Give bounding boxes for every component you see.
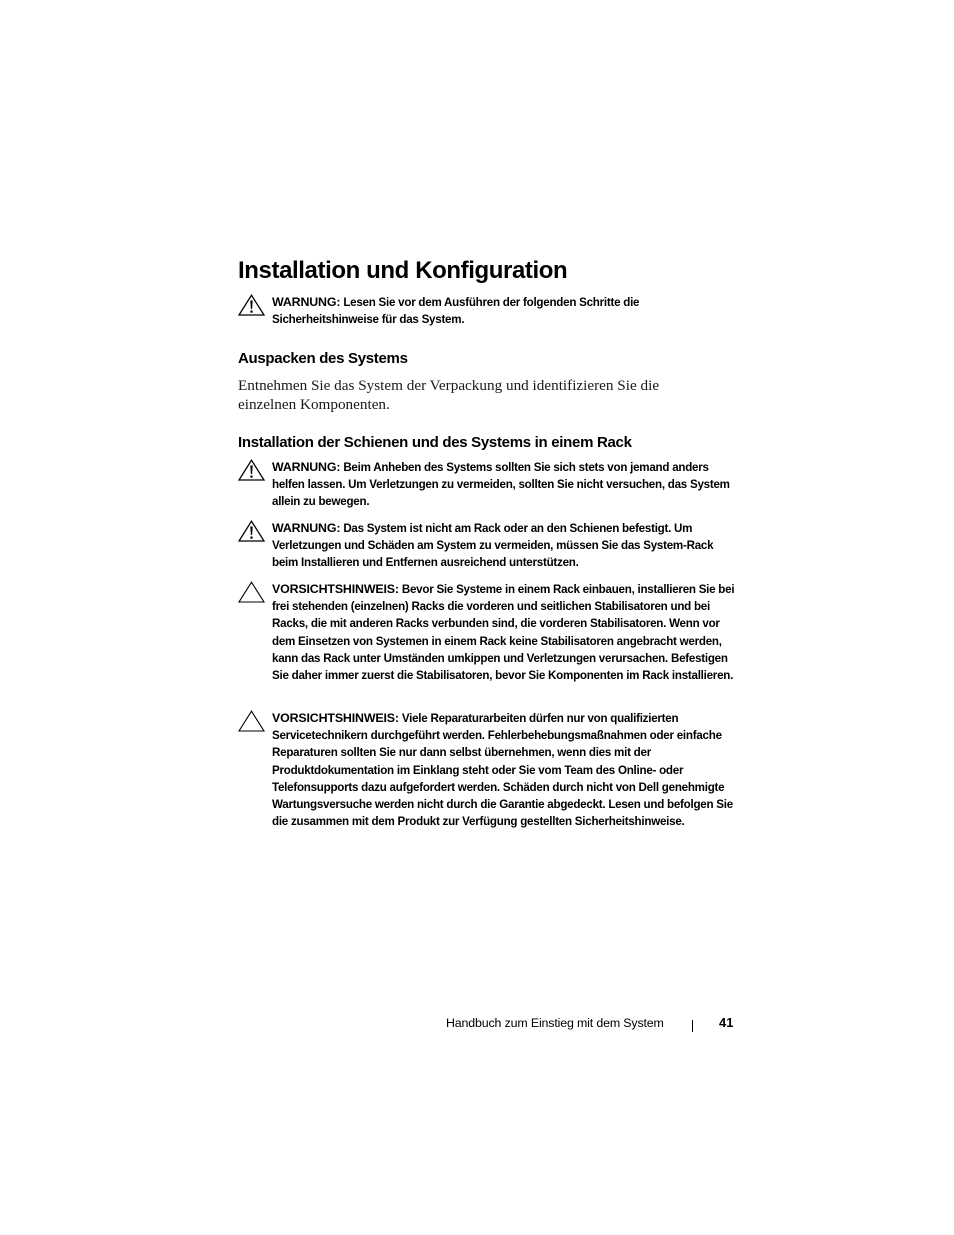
rack-warning-notice-2 bbox=[238, 520, 738, 572]
rack-warning-text-1 bbox=[272, 459, 738, 511]
rack-caution-notice-2 bbox=[238, 710, 738, 830]
warning-triangle-icon bbox=[238, 520, 265, 542]
rack-install-heading: Installation der Schienen und des Systems in einem Rack bbox=[238, 434, 632, 451]
rack-caution-text-1 bbox=[272, 581, 738, 684]
intro-warning-body: Lesen Sie vor dem Ausführen der folgenden Schritte die Sicherheitshinweise für das System. bbox=[272, 296, 640, 327]
rack-caution-text-2 bbox=[272, 710, 738, 830]
footer-document-title: Handbuch zum Einstieg mit dem System bbox=[446, 1016, 664, 1030]
rack-warning-notice-1 bbox=[238, 459, 738, 511]
rack-caution-body-2: Viele Reparaturarbeiten dürfen nur von qualifizierten Servicetechnikern durchgeführt werden. Fehlerbehebungsmaßnahmen oder einfache Reparaturen sollten Sie nur dann selbst übernehmen, wenn dies mit der Produktdokumentation im Einklang steht oder Sie vom Team des Online- oder Telefonsupports dazu aufgefordert werden. Schäden durch nicht von Dell genehmigte Wartungsversuche werden nicht durch die Garantie abgedeckt. Lesen und befolgen Sie die zusammen mit dem Produkt zur Verfügung gestellten Sicherheitshinweise. bbox=[272, 712, 733, 829]
intro-warning-notice bbox=[238, 294, 738, 328]
warning-triangle-icon bbox=[238, 459, 265, 481]
rack-warning-label-1: WARNUNG: bbox=[272, 460, 341, 474]
footer-divider bbox=[692, 1020, 693, 1032]
caution-triangle-icon bbox=[238, 710, 265, 732]
unpacking-heading: Auspacken des Systems bbox=[238, 350, 408, 367]
warning-triangle-icon bbox=[238, 294, 265, 316]
rack-caution-body-1: Bevor Sie Systeme in einem Rack einbauen, installieren Sie bei frei stehenden (einzelnen) Racks die vorderen und seitlichen Stabilisatoren und bei Racks, die mit anderen Racks verbunden sind, die vorderen Stabilisatoren. Wenn vor dem Einsetzen von Systemen in einem Rack keine Stabilisatoren angebracht werden, kann das Rack unter Umständen umkippen und Verletzungen verursachen. Befestigen Sie daher immer zuerst die Stabilisatoren, bevor Sie Komponenten im Rack installieren. bbox=[272, 583, 735, 683]
rack-warning-body-2: Das System ist nicht am Rack oder an den Schienen befestigt. Um Verletzungen und Schäden am System zu vermeiden, müssen Sie das System-Rack beim Installieren und Entfernen ausreichend unterstützen. bbox=[272, 522, 714, 570]
rack-caution-label-1: VORSICHTSHINWEIS: bbox=[272, 582, 399, 596]
rack-warning-text-2 bbox=[272, 520, 738, 572]
rack-warning-label-2: WARNUNG: bbox=[272, 521, 341, 535]
rack-warning-body-1: Beim Anheben des Systems sollten Sie sich stets von jemand anders helfen lassen. Um Verletzungen zu vermeiden, sollten Sie nicht versuchen, das System allein zu bewegen. bbox=[272, 461, 730, 509]
rack-caution-notice-1 bbox=[238, 581, 738, 684]
intro-warning-text bbox=[272, 294, 738, 328]
rack-caution-label-2: VORSICHTSHINWEIS: bbox=[272, 711, 399, 725]
page-title: Installation und Konfiguration bbox=[238, 257, 568, 284]
intro-warning-label: WARNUNG: bbox=[272, 295, 341, 309]
caution-triangle-icon bbox=[238, 581, 265, 603]
unpacking-body: Entnehmen Sie das System der Verpackung und identifizieren Sie die einzelnen Komponenten. bbox=[238, 377, 660, 413]
page-number: 41 bbox=[719, 1015, 734, 1030]
page-footer bbox=[446, 1015, 736, 1035]
